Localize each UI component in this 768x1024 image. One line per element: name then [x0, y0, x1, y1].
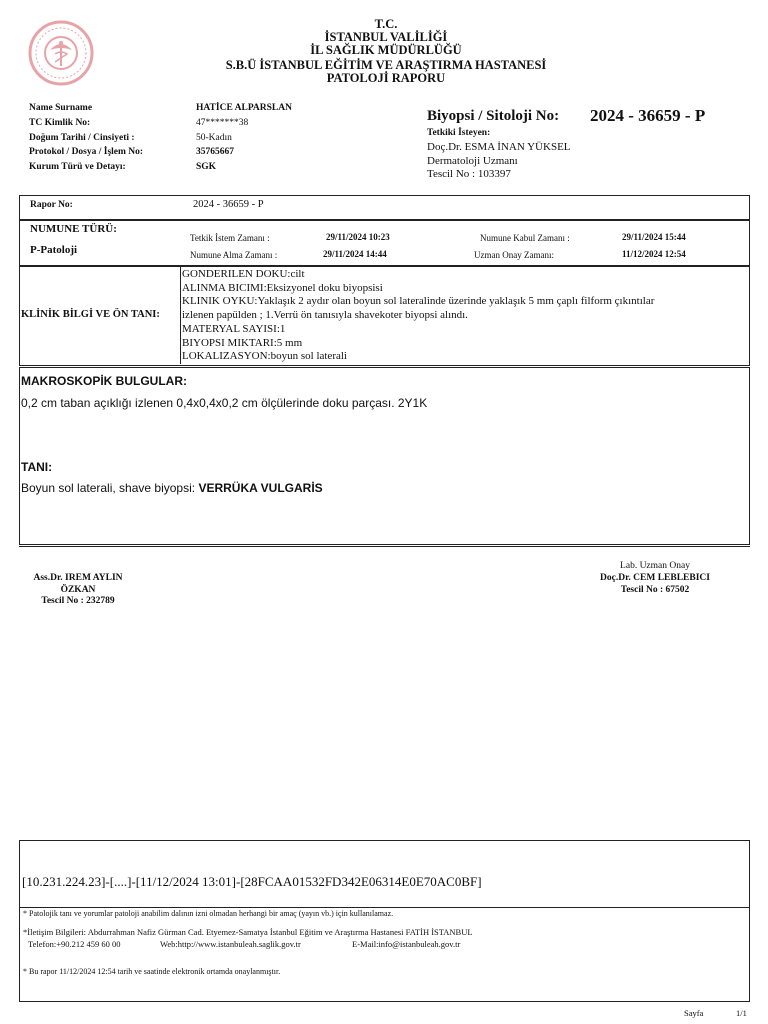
diagnosis-text — [21, 481, 323, 495]
requester-label: Tetkiki İsteyen: — [427, 128, 491, 138]
page-label: Sayfa — [684, 1008, 704, 1018]
institution-label: Kurum Türü ve Detayı: — [29, 162, 126, 172]
requester-registration: Tescil No : 103397 — [427, 168, 511, 180]
birth-gender-label: Doğum Tarihi / Cinsiyeti : — [29, 133, 135, 143]
accept-time-label: Numune Kabul Zamanı : — [480, 233, 570, 243]
specialist-registration: Tescil No : 67502 — [620, 585, 690, 595]
collect-time-label: Numune Alma Zamanı : — [190, 250, 278, 260]
report-number-box — [19, 195, 750, 220]
tc-id-label: TC Kimlik No: — [29, 118, 91, 128]
clinical-line: BIYOPSI MIKTARI:5 mm — [182, 336, 303, 349]
clinical-line: ALINMA BICIMI:Eksizyonel doku biyopsisi — [182, 281, 383, 294]
header-line-valilik: İSTANBUL VALİLİĞİ — [324, 30, 448, 44]
patient-name-value: HATİCE ALPARSLAN — [196, 103, 292, 113]
specialist-role: Lab. Uzman Onay — [620, 561, 690, 571]
specialist-name: Doç.Dr. CEM LEBLEBICI — [600, 573, 710, 583]
clinical-line: LOKALIZASYON:boyun sol laterali — [182, 350, 347, 363]
header-line-report-title: PATOLOJİ RAPORU — [326, 71, 446, 85]
collect-time-value: 29/11/2024 14:44 — [323, 249, 387, 259]
clinical-line: MATERYAL SAYISI:1 — [182, 322, 286, 335]
header-line-mudurluk: İL SAĞLIK MÜDÜRLÜĞÜ — [310, 43, 462, 57]
clinical-divider — [180, 266, 181, 364]
assistant-name-line2: ÖZKAN — [60, 584, 96, 595]
contact-email-link[interactable]: E-Mail:info@istanbuleah.gov.tr — [352, 939, 461, 949]
contact-address: *İletişim Bilgileri: Abdurrahman Nafiz Gürman Cad. Etyemez-Samatya İstanbul Eğitim ve Araştırma Hastanesi FATİH İSTANBUL — [23, 927, 473, 937]
diagnosis-heading: TANI: — [21, 460, 53, 474]
protocol-value: 35765667 — [196, 147, 234, 157]
clinical-line: izlenen papülden ; 1.Verrü ön tanısıyla shavekoter biyopsi alındı. — [182, 309, 468, 322]
assistant-signature — [28, 573, 128, 608]
request-time-value: 29/11/2024 10:23 — [326, 232, 390, 242]
macro-heading: MAKROSKOPİK BULGULAR: — [21, 374, 187, 388]
findings-box — [19, 367, 750, 545]
clinical-line: KLINIK OYKU:Yaklaşık 2 aydır olan boyun sol lateralinde üzerinde yaklaşık 5 mm çaplı filform çıkıntılar — [182, 295, 655, 308]
report-number-value: 2024 - 36659 - P — [193, 199, 264, 210]
assistant-registration: Tescil No : 232789 — [41, 596, 115, 606]
approve-time-label: Uzman Onay Zamanı: — [474, 250, 554, 260]
tc-id-value: 47*******38 — [196, 118, 249, 128]
sample-type-label: NUMUNE TÜRÜ: — [30, 223, 117, 235]
footer-box — [19, 840, 750, 1002]
protocol-label: Protokol / Dosya / İşlem No: — [29, 147, 144, 157]
assistant-name-line1: Ass.Dr. IREM AYLIN — [33, 573, 123, 583]
accept-time-value: 29/11/2024 15:44 — [622, 232, 686, 242]
sample-box — [19, 220, 750, 266]
diagnosis-prefix: Boyun sol laterali, shave biyopsi: — [21, 481, 199, 495]
trace-id: [10.231.224.23]-[....]-[11/12/2024 13:01]-[28FCAA01532FD342E06314E0E70AC0BF] — [22, 874, 482, 889]
page-number: 1/1 — [736, 1008, 747, 1018]
clinical-line: GONDERILEN DOKU:cilt — [182, 268, 305, 280]
approval-notice: * Bu rapor 11/12/2024 12:54 tarih ve saatinde elektronik ortamda onaylanmıştır. — [23, 967, 281, 976]
institution-value: SGK — [196, 162, 217, 172]
header-line-tc: T.C. — [374, 17, 398, 31]
contact-web-link[interactable]: Web:http://www.istanbuleah.saglik.gov.tr — [160, 939, 301, 949]
birth-gender-value: 50-Kadın — [196, 133, 232, 143]
clinical-label: KLİNİK BİLGİ VE ÖN TANI: — [21, 309, 160, 320]
usage-notice: * Patolojik tanı ve yorumlar patoloji anabilim dalının izni olmadan herhangi bir amaç (yayın vb.) için kullanılamaz. — [23, 909, 394, 918]
clinical-text — [182, 268, 744, 364]
findings-bottom-rule — [19, 546, 750, 547]
requester-name: Doç.Dr. ESMA İNAN YÜKSEL — [427, 141, 571, 153]
request-time-label: Tetkik İstem Zamanı : — [190, 233, 270, 243]
ministry-seal-logo — [28, 20, 94, 86]
specialist-signature — [580, 560, 730, 596]
requester-title: Dermatoloji Uzmanı — [427, 155, 518, 167]
sample-type-value: P-Patoloji — [30, 244, 78, 256]
diagnosis-result: VERRÜKA VULGARİS — [198, 481, 323, 495]
biopsy-label: Biyopsi / Sitoloji No: — [427, 108, 560, 124]
report-number-label: Rapor No: — [30, 200, 73, 210]
header-line-hospital: S.B.Ü İSTANBUL EĞİTİM VE ARAŞTIRMA HASTANESİ — [225, 58, 547, 72]
patient-name-label: Name Surname — [29, 103, 93, 113]
approve-time-value: 11/12/2024 12:54 — [622, 249, 686, 259]
contact-phone: Telefon:+90.212 459 60 00 — [28, 939, 121, 949]
macro-text: 0,2 cm taban açıklığı izlenen 0,4x0,4x0,2 cm ölçülerinde doku parçası. 2Y1K — [21, 396, 428, 410]
footer-divider — [19, 907, 750, 908]
biopsy-number: 2024 - 36659 - P — [590, 106, 706, 125]
